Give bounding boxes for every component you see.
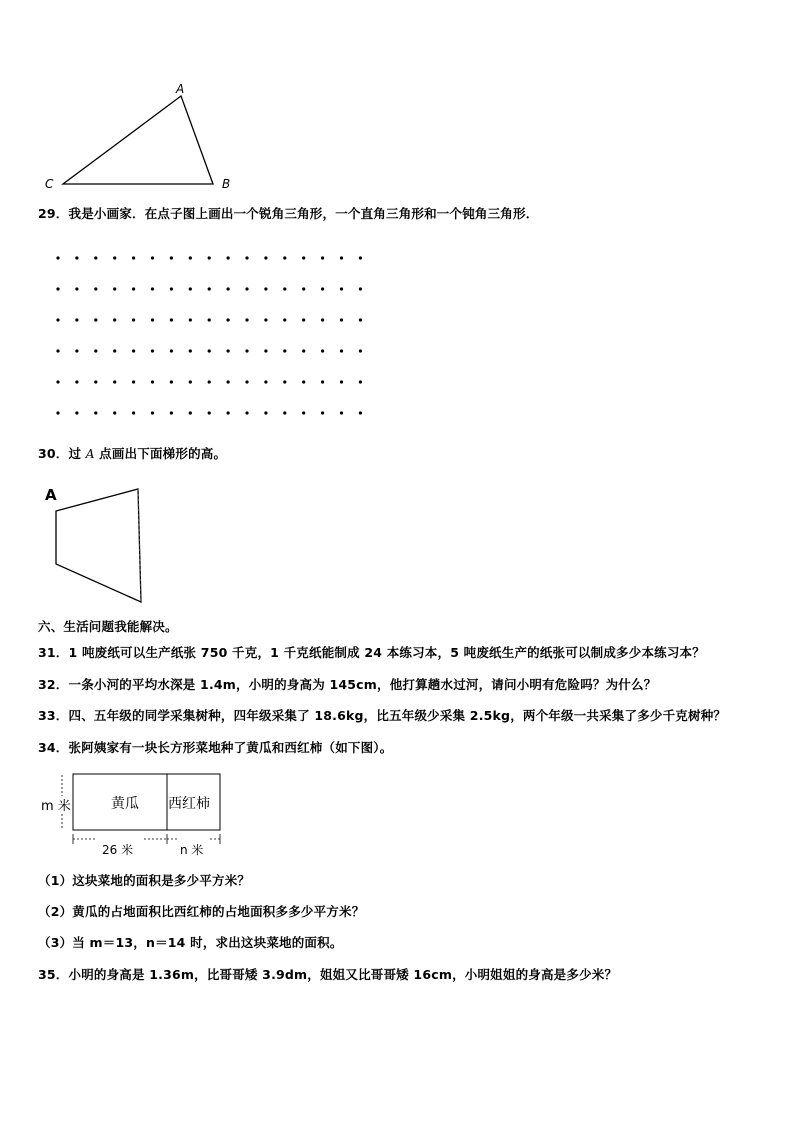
grid-dot[interactable]	[245, 349, 248, 352]
question-34-sub-2: （2）黄瓜的占地面积比西红柿的占地面积多多少平方米？	[38, 904, 365, 919]
grid-dot[interactable]	[227, 380, 230, 383]
grid-dot[interactable]	[189, 318, 192, 321]
grid-dot[interactable]	[189, 287, 192, 290]
grid-dot[interactable]	[189, 349, 192, 352]
grid-dot[interactable]	[132, 256, 135, 259]
question-31: 31．1 吨废纸可以生产纸张 750 千克，1 千克纸能制成 24 本练习本，5 吨废纸生产的纸张可以制成多少本练习本？	[38, 645, 705, 660]
grid-dot[interactable]	[283, 380, 286, 383]
grid-dot[interactable]	[302, 318, 305, 321]
cucumber-label: 黄瓜	[111, 796, 139, 812]
grid-dot[interactable]	[359, 287, 362, 290]
grid-dot[interactable]	[245, 411, 248, 414]
grid-dot[interactable]	[302, 411, 305, 414]
grid-dot[interactable]	[132, 318, 135, 321]
grid-dot[interactable]	[302, 256, 305, 259]
grid-dot[interactable]	[151, 287, 154, 290]
grid-dot[interactable]	[56, 411, 59, 414]
grid-dot[interactable]	[132, 380, 135, 383]
grid-dot[interactable]	[151, 318, 154, 321]
grid-dot[interactable]	[245, 318, 248, 321]
grid-dot[interactable]	[113, 256, 116, 259]
grid-dot[interactable]	[340, 318, 343, 321]
grid-dot[interactable]	[283, 411, 286, 414]
vertex-c-label: C	[45, 177, 54, 191]
vertex-b-label: B	[222, 177, 231, 191]
grid-dot[interactable]	[264, 256, 267, 259]
trapezoid-shape	[56, 489, 141, 602]
grid-dot[interactable]	[56, 380, 59, 383]
height-label: m 米	[41, 799, 71, 814]
grid-dot[interactable]	[170, 318, 173, 321]
grid-dot[interactable]	[75, 256, 78, 259]
trapezoid-figure[interactable]	[40, 480, 160, 610]
grid-dot[interactable]	[189, 256, 192, 259]
grid-dot[interactable]	[151, 380, 154, 383]
section-6-title: 六、生活问题我能解决。	[38, 619, 178, 634]
question-30: 30．过 A 点画出下面梯形的高。	[38, 446, 227, 461]
grid-dot[interactable]	[264, 287, 267, 290]
grid-dot[interactable]	[264, 318, 267, 321]
grid-dot[interactable]	[94, 380, 97, 383]
grid-dot[interactable]	[113, 287, 116, 290]
grid-dot[interactable]	[359, 380, 362, 383]
grid-dot[interactable]	[170, 380, 173, 383]
grid-dot[interactable]	[359, 318, 362, 321]
grid-dot[interactable]	[170, 349, 173, 352]
grid-dot[interactable]	[264, 380, 267, 383]
grid-dot[interactable]	[283, 256, 286, 259]
question-34-sub-1: （1）这块菜地的面积是多少平方米？	[38, 873, 251, 888]
grid-dot[interactable]	[359, 256, 362, 259]
grid-dot[interactable]	[321, 256, 324, 259]
grid-dot[interactable]	[227, 411, 230, 414]
grid-dot[interactable]	[208, 411, 211, 414]
grid-dot[interactable]	[321, 349, 324, 352]
grid-dot[interactable]	[359, 411, 362, 414]
grid-dot[interactable]	[283, 287, 286, 290]
grid-dot[interactable]	[264, 411, 267, 414]
point-a-label: A	[85, 447, 95, 461]
grid-dot[interactable]	[94, 349, 97, 352]
grid-dot[interactable]	[302, 349, 305, 352]
grid-dot[interactable]	[132, 287, 135, 290]
grid-dot[interactable]	[151, 256, 154, 259]
grid-dot[interactable]	[302, 287, 305, 290]
question-35: 35．小明的身高是 1.36m，比哥哥矮 3.9dm，姐姐又比哥哥矮 16cm，小明姐姐的身高是多少米？	[38, 967, 618, 982]
grid-dot[interactable]	[170, 287, 173, 290]
grid-dot[interactable]	[283, 349, 286, 352]
garden-diagram	[38, 768, 238, 863]
grid-dot[interactable]	[208, 287, 211, 290]
grid-dot[interactable]	[245, 380, 248, 383]
vertex-a-label: A	[176, 82, 185, 96]
grid-dot[interactable]	[113, 411, 116, 414]
grid-dot[interactable]	[151, 411, 154, 414]
grid-dot[interactable]	[245, 287, 248, 290]
grid-dot[interactable]	[132, 411, 135, 414]
grid-dot[interactable]	[56, 318, 59, 321]
grid-dot[interactable]	[302, 380, 305, 383]
grid-dot[interactable]	[340, 287, 343, 290]
grid-dot[interactable]	[208, 318, 211, 321]
grid-dot[interactable]	[94, 256, 97, 259]
grid-dot[interactable]	[321, 411, 324, 414]
question-34: 34．张阿姨家有一块长方形菜地种了黄瓜和西红柿（如下图）。	[38, 740, 393, 755]
tomato-label: 西红柿	[168, 796, 210, 812]
grid-dot[interactable]	[75, 349, 78, 352]
grid-dot[interactable]	[321, 318, 324, 321]
grid-dot[interactable]	[227, 287, 230, 290]
grid-dot[interactable]	[75, 318, 78, 321]
grid-dot[interactable]	[208, 349, 211, 352]
question-33: 33．四、五年级的同学采集树种，四年级采集了 18.6kg，比五年级少采集 2.5kg，两个年级一共采集了多少千克树种？	[38, 708, 727, 723]
grid-dot[interactable]	[359, 349, 362, 352]
grid-dot[interactable]	[113, 349, 116, 352]
cucumber-width-label: 26 米	[102, 843, 134, 857]
grid-dot[interactable]	[94, 411, 97, 414]
grid-dot[interactable]	[321, 380, 324, 383]
grid-dot[interactable]	[245, 256, 248, 259]
grid-dot[interactable]	[94, 287, 97, 290]
question-32: 32．一条小河的平均水深是 1.4m，小明的身高为 145cm，他打算趟水过河，请问小明有危险吗？为什么？	[38, 677, 657, 692]
grid-dot[interactable]	[340, 349, 343, 352]
grid-dot[interactable]	[189, 380, 192, 383]
tomato-width-label: n 米	[180, 843, 204, 857]
grid-dot[interactable]	[227, 349, 230, 352]
grid-dot[interactable]	[151, 349, 154, 352]
grid-dot[interactable]	[227, 256, 230, 259]
grid-dot[interactable]	[283, 318, 286, 321]
grid-dot[interactable]	[340, 256, 343, 259]
grid-dot[interactable]	[75, 287, 78, 290]
grid-dot[interactable]	[227, 318, 230, 321]
question-29: 29．我是小画家．在点子图上画出一个锐角三角形，一个直角三角形和一个钝角三角形．	[38, 206, 539, 221]
trapezoid-point-a-label: A	[45, 486, 57, 504]
grid-dot[interactable]	[340, 380, 343, 383]
triangle-abc-figure	[40, 80, 240, 195]
grid-dot[interactable]	[75, 411, 78, 414]
grid-dot[interactable]	[56, 349, 59, 352]
grid-dot[interactable]	[113, 380, 116, 383]
grid-dot[interactable]	[56, 287, 59, 290]
question-34-sub-3: （3）当 m＝13，n＝14 时，求出这块菜地的面积。	[38, 935, 343, 950]
grid-dot[interactable]	[321, 287, 324, 290]
grid-dot[interactable]	[208, 380, 211, 383]
grid-dot[interactable]	[340, 411, 343, 414]
grid-dot[interactable]	[75, 380, 78, 383]
grid-dot[interactable]	[170, 256, 173, 259]
grid-dot[interactable]	[170, 411, 173, 414]
grid-dot[interactable]	[56, 256, 59, 259]
grid-dot[interactable]	[264, 349, 267, 352]
grid-dot[interactable]	[189, 411, 192, 414]
dot-grid[interactable]	[50, 248, 370, 420]
grid-dot[interactable]	[113, 318, 116, 321]
grid-dot[interactable]	[208, 256, 211, 259]
triangle-abc	[63, 96, 213, 184]
grid-dot[interactable]	[94, 318, 97, 321]
grid-dot[interactable]	[132, 349, 135, 352]
